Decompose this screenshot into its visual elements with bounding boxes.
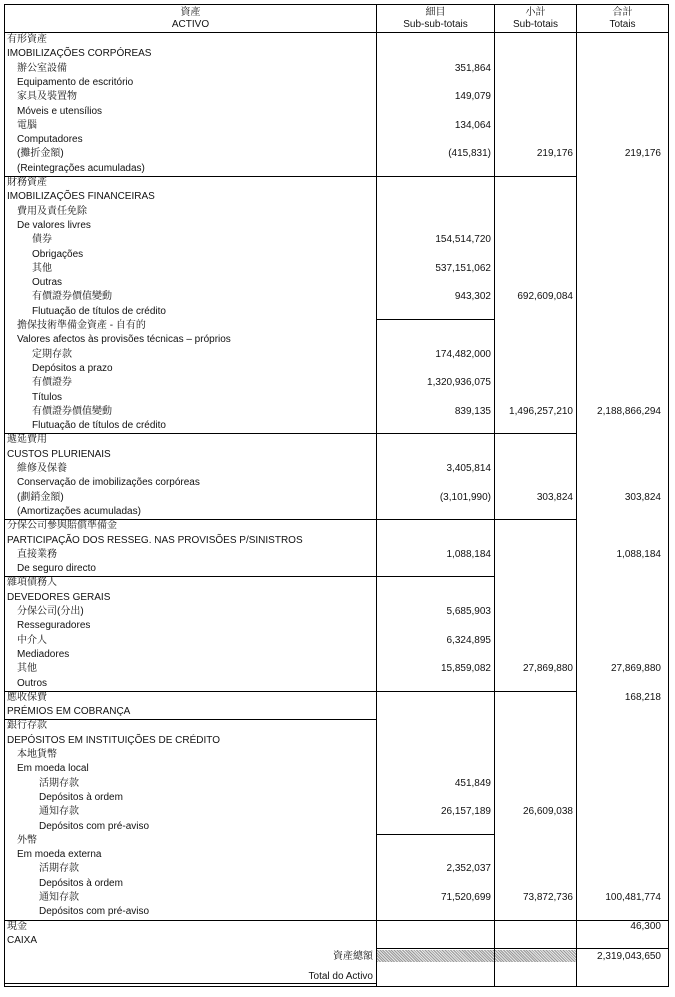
sub-total-value: 27,869,880: [522, 663, 573, 675]
header-label-zh: 資產: [180, 7, 201, 18]
cell-divider: [377, 519, 494, 520]
row-label: IMOBILIZAÇÕES FINANCEIRAS: [7, 191, 155, 203]
header-col1-zh: 細目: [425, 7, 446, 18]
sub-sub-total-value: 3,405,814: [446, 463, 491, 474]
sub-sub-total-value: 5,685,903: [446, 606, 491, 617]
header-label-pt: ACTIVO: [171, 19, 210, 30]
row-label: 維修及保養: [17, 463, 67, 474]
sub-sub-total-value: 351,864: [454, 62, 491, 74]
header-col1-pt: Sub-sub-totais: [403, 19, 468, 30]
row-label: 分保公司(分出): [17, 606, 84, 617]
row-label: PRÉMIOS EM COBRANÇA: [7, 706, 131, 718]
row-label: 債券: [32, 234, 52, 246]
row-label: 家具及裝置物: [17, 91, 77, 103]
header-col3-pt: Totais: [609, 19, 636, 30]
row-label: Outros: [17, 677, 48, 689]
sub-sub-total-value: 451,849: [454, 777, 491, 789]
row-label: 電腦: [17, 119, 37, 131]
row-label: DEPÓSITOS EM INSTITUIÇÕES DE CRÉDITO: [7, 734, 220, 746]
total-shading: [377, 950, 494, 962]
row-label: Depósitos com pré-aviso: [39, 906, 150, 918]
sub-sub-total-value: 537,151,062: [435, 262, 491, 274]
sub-sub-total-value: 174,482,000: [435, 348, 491, 360]
sub-sub-total-value: 1,320,936,075: [427, 377, 491, 389]
cell-divider: [377, 834, 494, 835]
total-value-cell: 219,176: [624, 148, 661, 160]
sub-sub-total-value: 1,088,184: [446, 548, 491, 560]
row-label: 分保公司參與賠償準備金: [7, 520, 117, 532]
section-divider: [5, 433, 376, 434]
row-label: Depósitos à ordem: [39, 791, 123, 803]
section-divider: [5, 576, 376, 577]
header-col3-zh: 合計: [612, 7, 633, 18]
sub-sub-total-value: 26,157,189: [440, 806, 491, 818]
sub-total-value: 73,872,736: [522, 892, 573, 903]
row-label: 雜項債務人: [7, 577, 57, 589]
row-label: Móveis e utensílios: [17, 105, 103, 117]
row-label: 通知存款: [39, 892, 79, 903]
section-divider: [5, 719, 376, 720]
row-label: (攤折金額): [17, 148, 64, 160]
row-label: 遞延費用: [7, 434, 47, 446]
section-divider: [5, 519, 376, 520]
row-label: 通知存款: [39, 806, 79, 818]
sub-sub-total-value: 134,064: [454, 119, 491, 131]
row-label: Títulos: [32, 391, 63, 403]
row-label: Depósitos à ordem: [39, 877, 123, 889]
row-label: 現金: [7, 920, 27, 932]
header-sub-sub-totais: [377, 7, 494, 31]
cell-divider: [377, 948, 576, 949]
sub-total-value: 219,176: [536, 148, 573, 160]
total-value-cell: 303,824: [624, 491, 661, 503]
sub-sub-total-value: 149,079: [454, 91, 491, 103]
row-label: PARTICIPAÇÃO DOS RESSEG. NAS PROVISÕES P/SINISTROS: [7, 534, 303, 546]
sub-total-value: 303,824: [536, 491, 573, 503]
row-label: 費用及責任免除: [17, 205, 87, 217]
sub-sub-total-value: (415,831): [448, 148, 491, 160]
row-label: Equipamento de escritório: [17, 76, 134, 88]
sub-total-value: 1,496,257,210: [509, 405, 573, 417]
cell-divider: [495, 691, 576, 692]
cell-divider: [377, 319, 494, 320]
balance-sheet-table: [4, 4, 669, 987]
row-label: Outras: [32, 277, 63, 289]
row-label: De valores livres: [17, 219, 91, 231]
row-label: CAIXA: [7, 934, 38, 946]
row-label: IMOBILIZAÇÕES CORPÓREAS: [7, 48, 152, 60]
row-label: 直接業務: [17, 548, 57, 560]
row-label: 定期存款: [32, 348, 72, 360]
cell-divider: [495, 519, 576, 520]
row-label: 有價證券價值變動: [32, 291, 112, 303]
sub-sub-total-value: 6,324,895: [446, 634, 491, 646]
row-label: Em moeda externa: [17, 849, 102, 861]
row-label: 活期存款: [39, 863, 79, 875]
row-label: (劃銷金額): [17, 491, 64, 503]
cell-divider: [377, 433, 494, 434]
total-value: 2,319,043,650: [597, 951, 661, 962]
sub-total-value: 692,609,084: [517, 291, 573, 303]
row-label: Computadores: [17, 134, 83, 146]
row-label: 其他: [17, 663, 37, 675]
sub-total-value: 26,609,038: [522, 806, 573, 818]
sub-sub-total-value: 154,514,720: [435, 234, 491, 246]
row-label: De seguro directo: [17, 563, 96, 575]
cell-divider: [377, 576, 494, 577]
row-label: Conservação de imobilizações corpóreas: [17, 477, 200, 489]
row-label: Em moeda local: [17, 763, 89, 775]
total-value-cell: 2,188,866,294: [597, 405, 661, 417]
row-label: 辦公室設備: [17, 62, 67, 74]
cell-divider: [495, 433, 576, 434]
row-label: 其他: [32, 262, 52, 274]
total-value-cell: 168,218: [624, 691, 661, 703]
row-label: Mediadores: [17, 648, 70, 660]
row-label: Depósitos a prazo: [32, 362, 113, 374]
row-label: Flutuação de títulos de crédito: [32, 305, 166, 317]
total-label-zh: 資產總額: [333, 951, 373, 962]
row-label: 擔保技術準備金資產 - 自有的: [17, 320, 146, 331]
section-divider: [5, 691, 376, 692]
row-label: 本地貨幣: [17, 749, 57, 760]
row-label: 活期存款: [39, 777, 79, 789]
total-value-cell: 1,088,184: [616, 548, 661, 560]
cell-divider: [377, 920, 494, 921]
header-activo: [5, 7, 376, 31]
row-label: 應收保費: [7, 691, 47, 703]
cell-divider: [377, 691, 494, 692]
cell-divider: [495, 176, 576, 177]
row-label: (Amortizações acumuladas): [17, 505, 141, 517]
section-divider: [5, 176, 376, 177]
cell-divider: [577, 920, 668, 921]
row-label: Depósitos com pré-aviso: [39, 820, 150, 832]
row-label: 財務資產: [7, 177, 47, 188]
header-col2-pt: Sub-totais: [512, 19, 559, 30]
section-divider: [5, 920, 376, 921]
sub-sub-total-value: 15,859,082: [440, 663, 491, 675]
cell-divider: [377, 176, 494, 177]
row-label: Valores afectos às provisões técnicas – próprios: [17, 334, 231, 346]
row-label: 外幣: [17, 834, 37, 846]
row-label: 有價證券: [32, 377, 72, 389]
total-value-cell: 100,481,774: [605, 892, 661, 903]
header-sub-totais: [495, 7, 576, 31]
row-label: Obrigações: [32, 248, 84, 260]
total-label-pt: Total do Activo: [308, 971, 373, 982]
row-label: 有形資產: [7, 34, 47, 45]
row-label: 中介人: [17, 634, 47, 646]
row-label: Flutuação de títulos de crédito: [32, 420, 166, 432]
row-label: CUSTOS PLURIENAIS: [7, 448, 111, 460]
row-label: (Reintegrações acumuladas): [17, 162, 145, 174]
header-col2-zh: 小計: [525, 7, 546, 18]
header-divider: [5, 32, 668, 33]
sub-sub-total-value: 71,520,699: [440, 892, 491, 903]
cell-divider: [495, 920, 576, 921]
row-label: Resseguradores: [17, 620, 91, 632]
total-shading: [495, 950, 576, 962]
total-value-cell: 27,869,880: [610, 663, 661, 675]
row-label: 銀行存款: [7, 720, 47, 732]
total-row-divider: [5, 983, 376, 984]
cell-divider: [577, 948, 668, 949]
sub-sub-total-value: 2,352,037: [446, 863, 491, 875]
header-totais: [577, 7, 668, 31]
total-value-cell: 46,300: [630, 920, 661, 932]
sub-sub-total-value: (3,101,990): [439, 491, 491, 503]
row-label: DEVEDORES GERAIS: [7, 591, 111, 603]
sub-sub-total-value: 839,135: [454, 405, 491, 417]
row-label: 有價證券價值變動: [32, 405, 112, 417]
sub-sub-total-value: 943,302: [454, 291, 491, 303]
